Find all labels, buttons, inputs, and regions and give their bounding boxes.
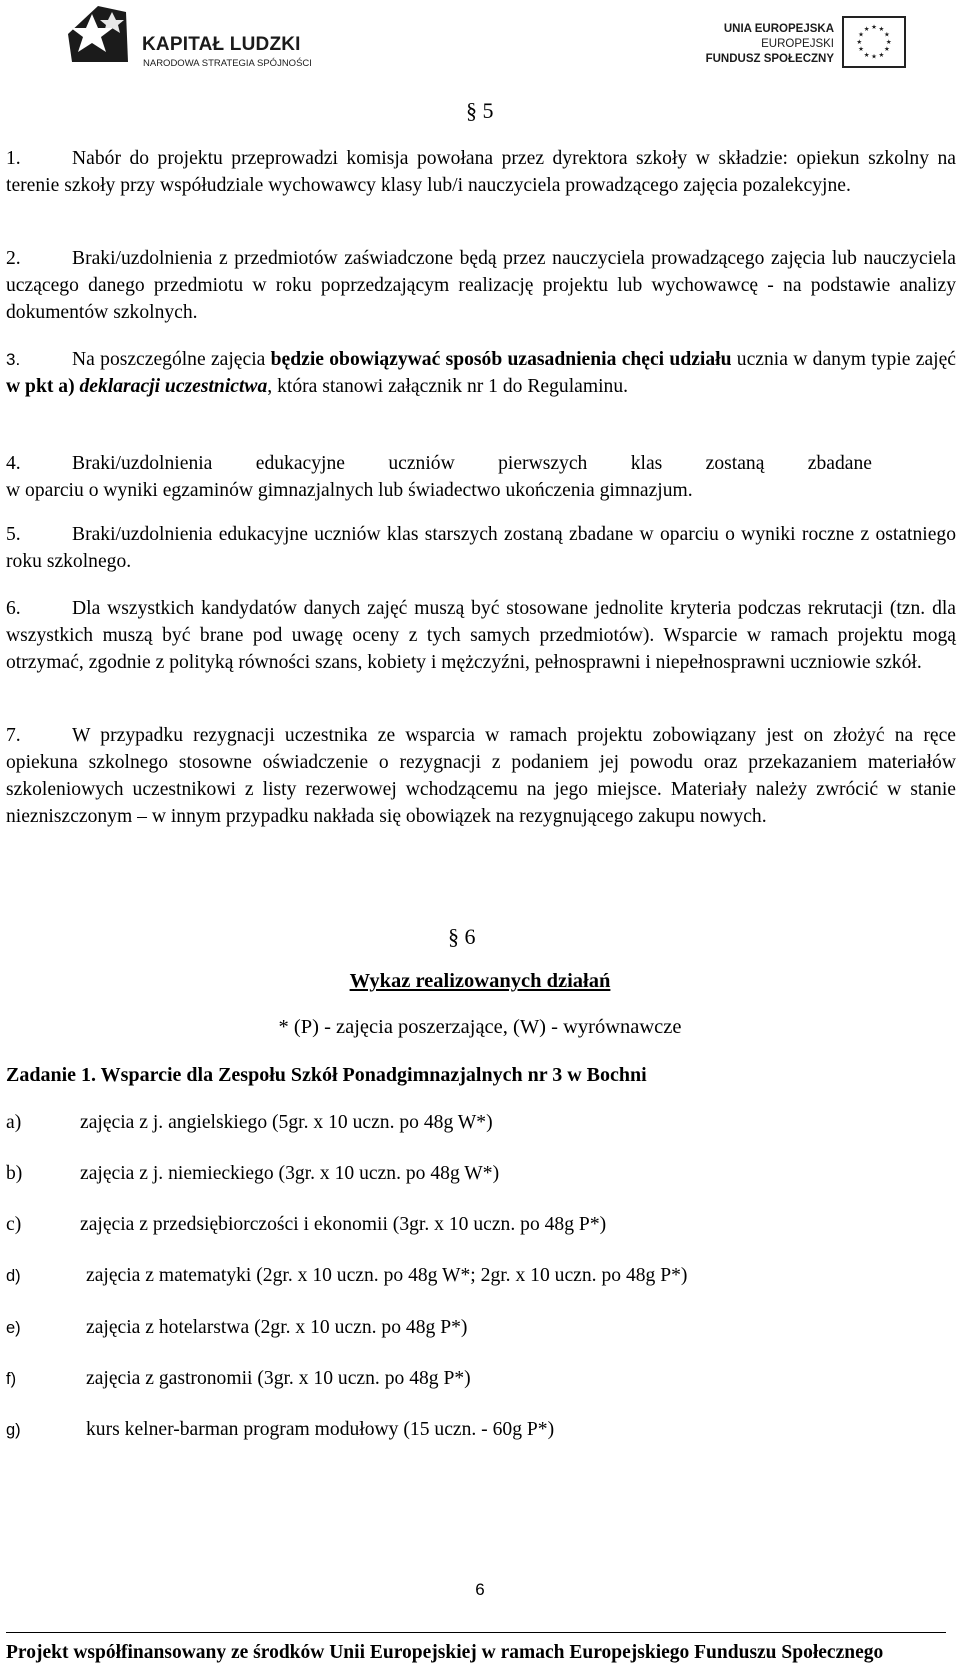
list-item-text: zajęcia z gastronomii (3gr. x 10 uczn. po 48g P*) xyxy=(86,1368,471,1389)
list-item-mark: a) xyxy=(6,1112,22,1133)
list-item-text: zajęcia z hotelarstwa (2gr. x 10 uczn. po 48g P*) xyxy=(86,1317,468,1338)
list-item-mark: b) xyxy=(6,1163,23,1184)
paragraph-1-text: Nabór do projektu przeprowadzi komisja powołana przez dyrektora szkoły w składzie: opiekun szkolny na terenie szkoły przy współudziale wychowawcy klasy lub/i nauczyciela prowadzącego zajęcia pozalekcyjne. xyxy=(6,148,956,196)
paragraph-1 xyxy=(6,145,956,199)
kapital-ludzki-logo xyxy=(68,4,368,68)
paragraph-5-number: 5. xyxy=(6,524,21,545)
list-item-mark: g) xyxy=(6,1421,21,1439)
svg-text:★: ★ xyxy=(856,37,863,46)
paragraph-3-number: 3. xyxy=(6,350,21,369)
kapital-ludzki-title: KAPITAŁ LUDZKI xyxy=(142,34,301,55)
paragraph-2-text: Braki/uzdolnienia z przedmiotów zaświadczone będą przez nauczyciela prowadzącego zajęcia lub nauczyciela uczącego danego przedmiotu w roku poprzedzającym realizację projektu lub wychowawcę - na podstawie analizy dokumentów szkolnych. xyxy=(6,248,956,323)
list-item-mark: c) xyxy=(6,1214,22,1235)
svg-text:★: ★ xyxy=(878,50,885,59)
svg-text:★: ★ xyxy=(885,37,892,46)
svg-text:★: ★ xyxy=(884,45,890,54)
list-item xyxy=(6,1419,554,1441)
paragraph-4-number: 4. xyxy=(6,453,21,474)
paragraph-6 xyxy=(6,595,956,676)
paragraph-7 xyxy=(6,722,956,830)
paragraph-4 xyxy=(6,450,956,504)
section-5-sign: § 5 xyxy=(466,98,494,123)
task-heading: Zadanie 1. Wsparcie dla Zespołu Szkół Ponadgimnazjalnych nr 3 w Bochni xyxy=(6,1064,647,1086)
paragraph-2-number: 2. xyxy=(6,248,21,269)
paragraph-3-bold-a: będzie obowiązywać sposób uzasadnienia chęci udziału xyxy=(270,349,732,370)
paragraph-3-bold-italic: deklaracji uczestnictwa xyxy=(79,376,268,397)
list-item-text: zajęcia z przedsiębiorczości i ekonomii (3gr. x 10 uczn. po 48g P*) xyxy=(80,1214,607,1235)
section-6-heading: Wykaz realizowanych działań xyxy=(349,970,611,992)
list-item xyxy=(6,1368,471,1390)
paragraph-3-bold-b: w pkt a) xyxy=(6,376,75,397)
list-item xyxy=(6,1112,493,1134)
footer-divider xyxy=(6,1632,946,1633)
svg-text:★: ★ xyxy=(884,30,890,39)
svg-text:★: ★ xyxy=(858,45,864,54)
paragraph-4-line1: Braki/uzdolnienia edukacyjne uczniów pierwszych klas zostaną zbadane xyxy=(72,453,872,474)
eu-flag-icon xyxy=(842,16,906,68)
list-item-text: zajęcia z matematyki (2gr. x 10 uczn. po 48g W*; 2gr. x 10 uczn. po 48g P*) xyxy=(86,1265,688,1286)
kapital-ludzki-emblem-icon xyxy=(68,4,130,64)
list-item-text: kurs kelner-barman program modułowy (15 uczn. - 60g P*) xyxy=(86,1419,555,1440)
list-item xyxy=(6,1317,467,1339)
eu-logo-line2: EUROPEJSKI xyxy=(761,38,834,50)
section-6-sign: § 6 xyxy=(448,924,476,949)
paragraph-2 xyxy=(6,245,956,326)
paragraph-3 xyxy=(6,346,956,400)
paragraph-7-text: W przypadku rezygnacji uczestnika ze wsparcia w ramach projektu zobowiązany jest on złożyć na ręce opiekuna szkolnego stosowne oświadczenie o rezygnacji z podaniem jej powodu oraz przekazaniem materiałów szkoleniowych uczestnikowi z listy rezerwowej wchodzącemu na jego miejsce. Materiały należy zwrócić w stanie niezniszczonym – w innym przypadku nakłada się obowiązek na rezygnującego zakupu nowych. xyxy=(6,725,956,827)
paragraph-5 xyxy=(6,521,956,575)
section-6-legend: * (P) - zajęcia poszerzające, (W) - wyrównawcze xyxy=(278,1016,682,1038)
eu-logo-line3: FUNDUSZ SPOŁECZNY xyxy=(705,53,834,65)
eu-logo-text xyxy=(706,22,834,67)
footer-text: Projekt współfinansowany ze środków Unii Europejskiej w ramach Europejskiego Funduszu Społecznego xyxy=(6,1642,884,1663)
paragraph-6-number: 6. xyxy=(6,598,21,619)
list-item-mark: f) xyxy=(6,1370,17,1388)
list-item xyxy=(6,1265,687,1287)
paragraph-5-text: Braki/uzdolnienia edukacyjne uczniów klas starszych zostaną zbadane w oparciu o wyniki roczne z ostatniego roku szkolnego. xyxy=(6,524,956,572)
svg-text:★: ★ xyxy=(863,24,870,33)
paragraph-4-line1-row xyxy=(6,450,872,477)
page-number: 6 xyxy=(475,1580,485,1599)
list-item-mark: d) xyxy=(6,1267,21,1285)
paragraph-6-text: Dla wszystkich kandydatów danych zajęć muszą być stosowane jednolite kryteria podczas rekrutacji (tzn. dla wszystkich muszą być brane pod uwagę oceny z tych samych przedmiotów). Wsparcie w ramach projektu mogą otrzymać, zgodnie z polityką równości szans, kobiety i mężczyźni, pełnosprawni i niepełnosprawni uczniowie szkół. xyxy=(6,598,956,673)
paragraph-7-number: 7. xyxy=(6,725,21,746)
list-item xyxy=(6,1163,499,1185)
paragraph-1-number: 1. xyxy=(6,148,21,169)
paragraph-3-text-a: Na poszczególne zajęcia xyxy=(72,349,271,370)
paragraph-3-text-c: , która stanowi załącznik nr 1 do Regulaminu. xyxy=(267,376,629,397)
list-item-text: zajęcia z j. angielskiego (5gr. x 10 uczn. po 48g W*) xyxy=(80,1112,493,1133)
svg-text:★: ★ xyxy=(863,50,870,59)
kapital-ludzki-subtitle: NARODOWA STRATEGIA SPÓJNOŚCI xyxy=(143,58,312,69)
svg-text:★: ★ xyxy=(871,52,877,61)
list-item-text: zajęcia z j. niemieckiego (3gr. x 10 uczn. po 48g W*) xyxy=(80,1163,500,1184)
svg-text:★: ★ xyxy=(871,23,877,32)
paragraph-4-line2: w oparciu o wyniki egzaminów gimnazjalnych lub świadectwo ukończenia gimnazjum. xyxy=(6,480,693,501)
svg-text:★: ★ xyxy=(878,24,885,33)
list-item-mark: e) xyxy=(6,1319,21,1337)
list-item xyxy=(6,1214,606,1236)
svg-text:★: ★ xyxy=(858,30,864,39)
paragraph-3-text-b: ucznia w danym typie zajęć xyxy=(731,349,956,370)
eu-logo-line1: UNIA EUROPEJSKA xyxy=(723,23,834,35)
eu-logo xyxy=(660,16,910,76)
